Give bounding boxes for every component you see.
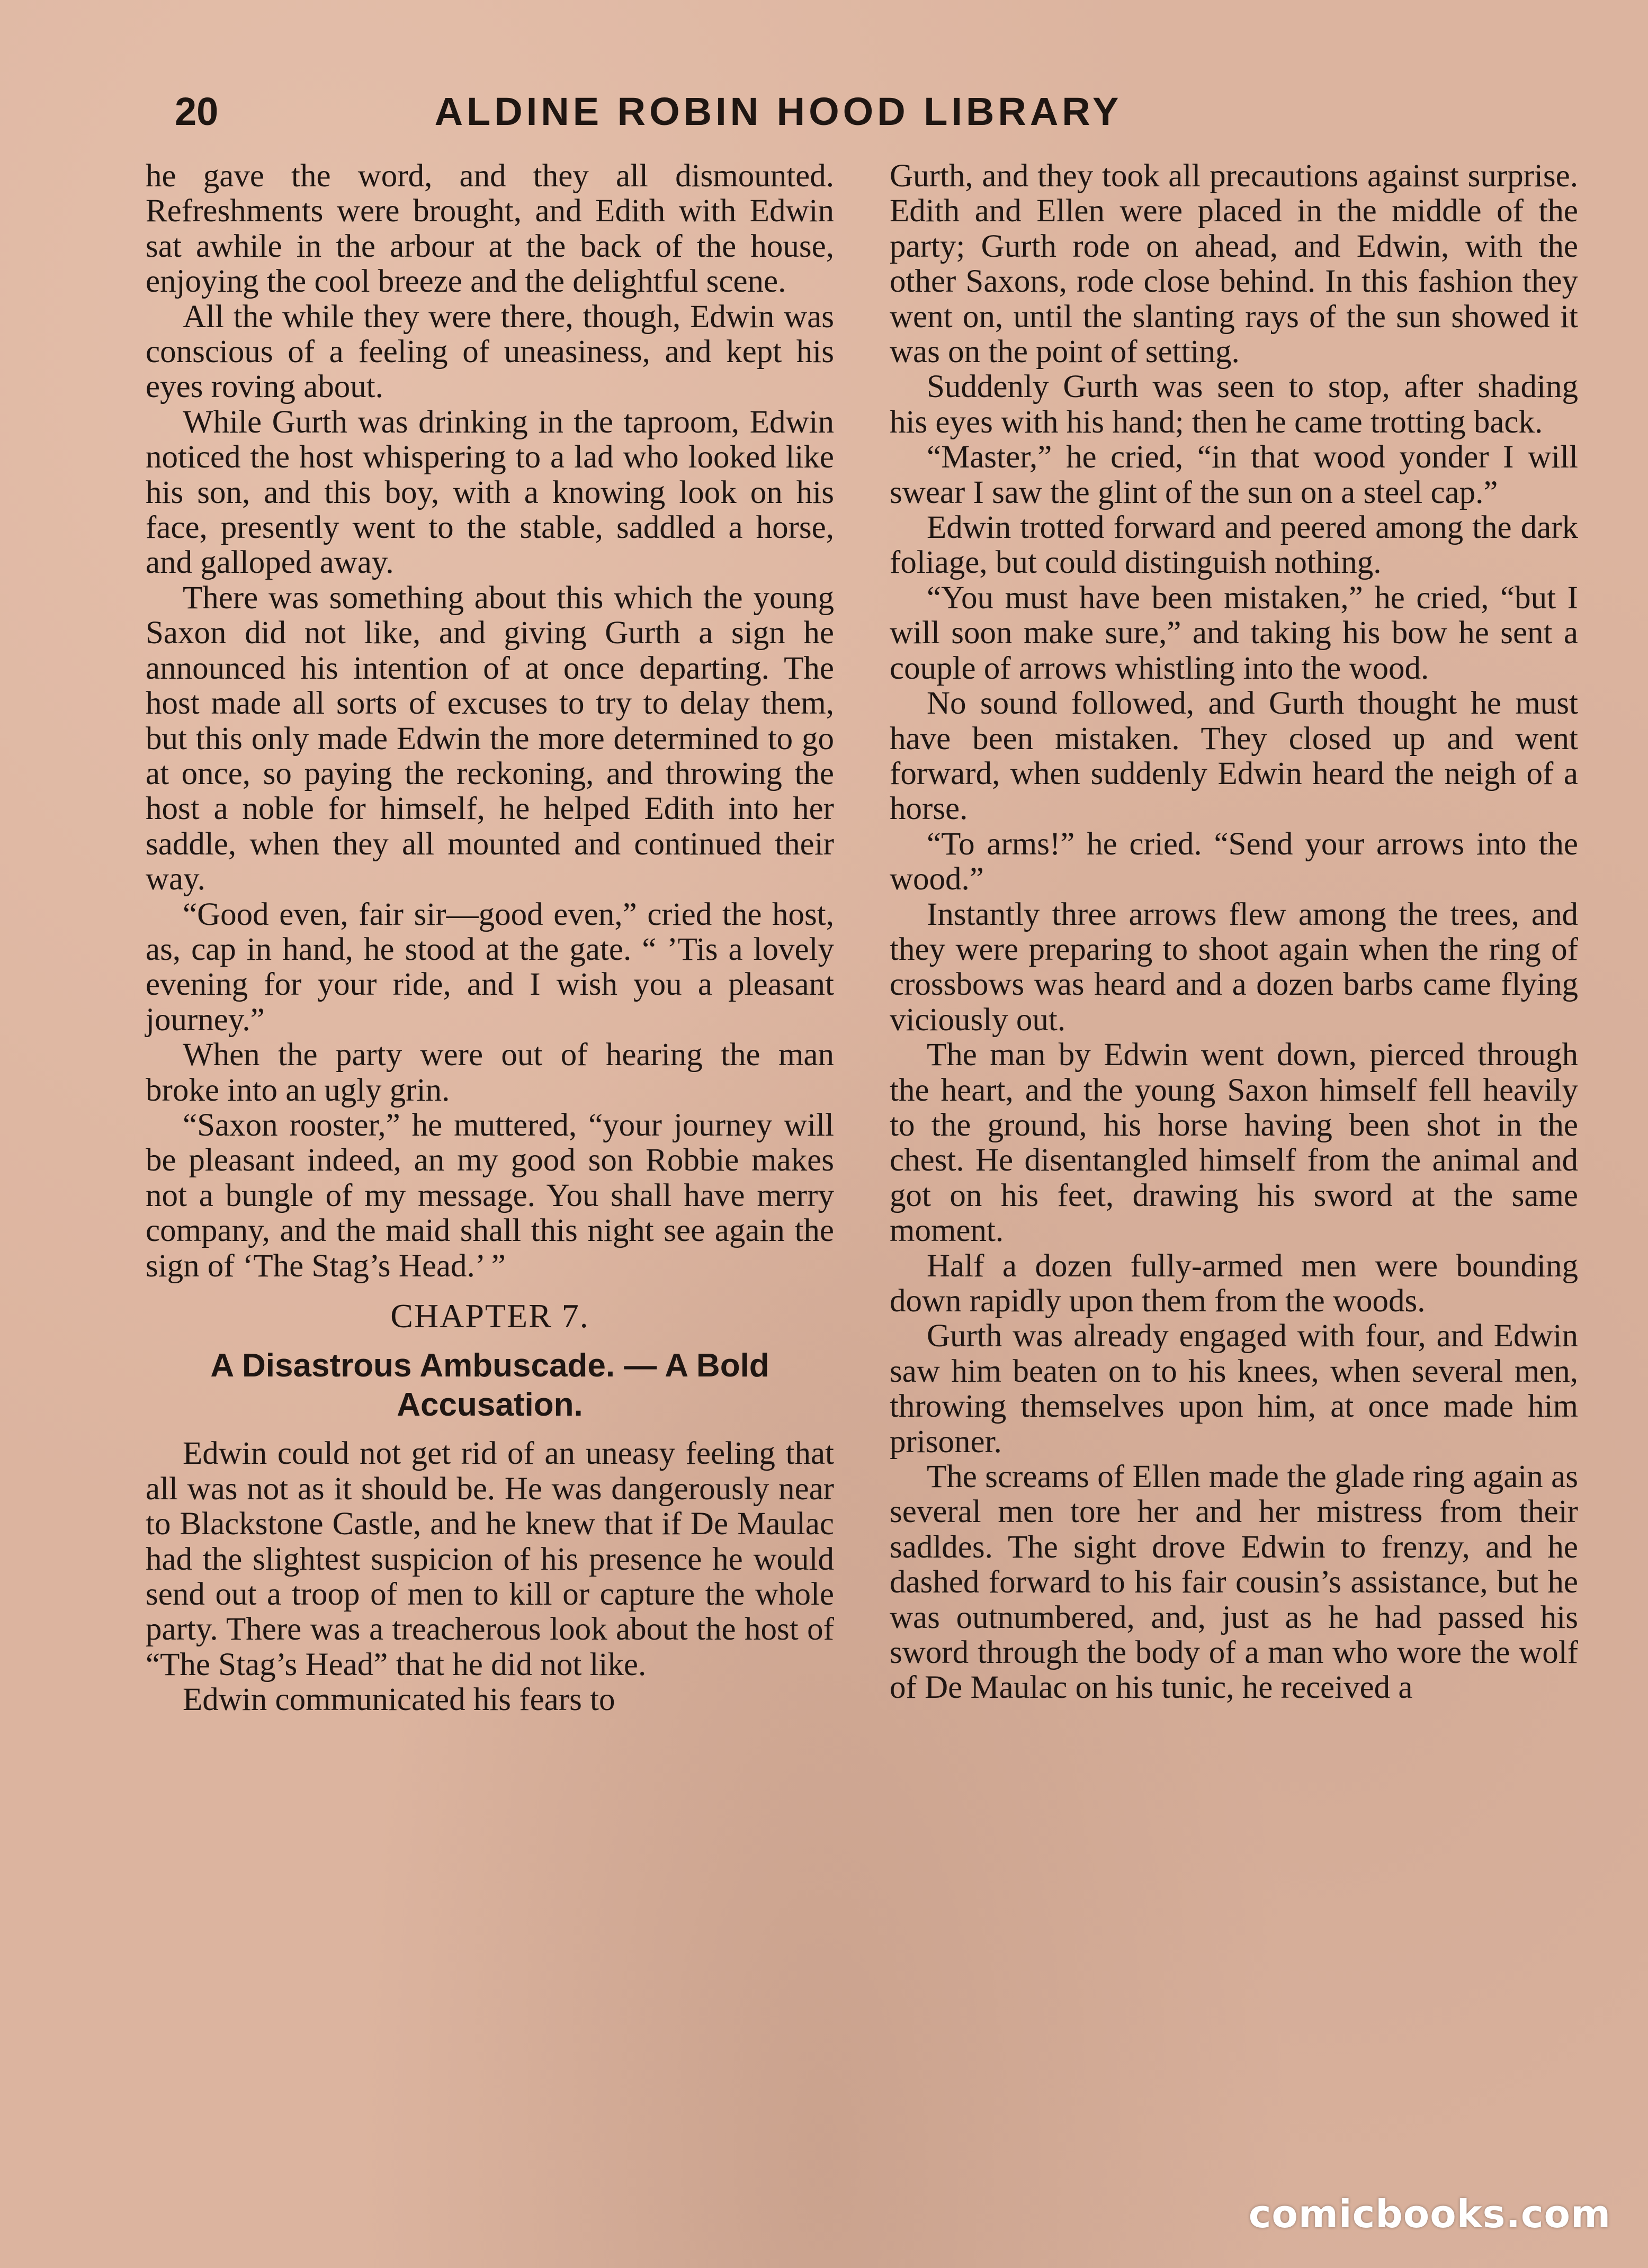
paragraph: Edwin communicated his fears to xyxy=(183,1682,615,1718)
paragraph: When the party were out of hearing the man broke into an ugly grin. xyxy=(146,1037,834,1108)
right-column xyxy=(890,159,1578,1706)
watermark: comicbooks.com xyxy=(1248,2192,1611,2236)
left-column xyxy=(146,159,834,1718)
paragraph: Gurth, and they took all precautions against surprise. Edith and Ellen were placed in the middle of the party; Gurth rode on ahead, and Edwin, with the other Saxons, rode close behind. In this fashion they went on, until the slanting rays of the sun showed it was on the point of setting. xyxy=(890,158,1578,370)
paragraph: “You must have been mistaken,” he cried, “but I will soon make sure,” and taking his bow he sent a couple of arrows whistling into the wood. xyxy=(890,580,1578,686)
chapter-number: CHAPTER 7. xyxy=(390,1297,589,1335)
paragraph: Gurth was already engaged with four, and Edwin saw him beaten on to his knees, when several men, throwing themselves upon him, at once made him prisoner. xyxy=(890,1318,1578,1460)
paragraph: Half a dozen fully-armed men were bounding down rapidly upon them from the woods. xyxy=(890,1248,1578,1319)
paragraph: he gave the word, and they all dismounted. Refreshments were brought, and Edith with Edwin sat awhile in the arbour at the back of the house, enjoying the cool breeze and the delightful scene. xyxy=(146,158,834,300)
paragraph: Instantly three arrows flew among the trees, and they were preparing to shoot again when the ring of crossbows was heard and a dozen barbs came flying viciously out. xyxy=(890,896,1578,1038)
paragraph: There was something about this which the young Saxon did not like, and giving Gurth a sign he announced his intention of at once departing. The host made all sorts of excuses to try to delay them, but this only made Edwin the more determined to go at once, so paying the reckoning, and throwing the host a noble for himself, he helped Edith into her saddle, when they all mounted and continued their way. xyxy=(146,580,834,897)
page-number: 20 xyxy=(175,89,219,133)
paragraph: Suddenly Gurth was seen to stop, after shading his eyes with his hand; then he came trotting back. xyxy=(890,369,1578,440)
chapter-title: A Disastrous Ambuscade. — A Bold Accusation. xyxy=(210,1347,769,1424)
paragraph: While Gurth was drinking in the taproom, Edwin noticed the host whispering to a lad who looked like his son, and this boy, with a knowing look on his face, presently went to the stable, saddled a horse, and galloped away. xyxy=(146,404,834,581)
library-title: ALDINE ROBIN HOOD LIBRARY xyxy=(434,89,1123,133)
paragraph: No sound followed, and Gurth thought he must have been mistaken. They closed up and went forward, when suddenly Edwin heard the neigh of a horse. xyxy=(890,686,1578,827)
paragraph: “Saxon rooster,” he muttered, “your journey will be pleasant indeed, an my good son Robbie makes not a bungle of my message. You shall have merry company, and the maid shall this night see again the sign of ‘The Stag’s Head.’ ” xyxy=(146,1107,834,1284)
paragraph: All the while they were there, though, Edwin was conscious of a feeling of uneasiness, and kept his eyes roving about. xyxy=(146,299,834,405)
paragraph: “To arms!” he cried. “Send your arrows into the wood.” xyxy=(890,826,1578,897)
paragraph: The man by Edwin went down, pierced through the heart, and the young Saxon himself fell heavily to the ground, his horse having been shot in the chest. He disentangled himself from the animal and got on his feet, drawing his sword at the same moment. xyxy=(890,1037,1578,1249)
paragraph: The screams of Ellen made the glade ring again as several men tore her and her mistress from their sadldes. The sight drove Edwin to frenzy, and he dashed forward to his fair cousin’s assistance, but he was outnumbered, and, just as he had passed his sword through the body of a man who wore the wolf of De Maulac on his tunic, he received a xyxy=(890,1459,1578,1706)
paragraph: Edwin could not get rid of an uneasy feeling that all was not as it should be. He was dangerously near to Blackstone Castle, and he knew that if De Maulac had the slightest suspicion of his presence he would send out a troop of men to kill or capture the whole party. There was a treacherous look about the host of “The Stag’s Head” that he did not like. xyxy=(146,1436,834,1682)
running-head xyxy=(175,85,1255,138)
paragraph: Edwin trotted forward and peered among the dark foliage, but could distinguish nothing. xyxy=(890,510,1578,581)
paragraph: “Master,” he cried, “in that wood yonder I will swear I saw the glint of the sun on a steel cap.” xyxy=(890,439,1578,510)
paragraph: “Good even, fair sir—good even,” cried the host, as, cap in hand, he stood at the gate. “ ’Tis a lovely evening for your ride, and I wish you a pleasant journey.” xyxy=(146,896,834,1038)
